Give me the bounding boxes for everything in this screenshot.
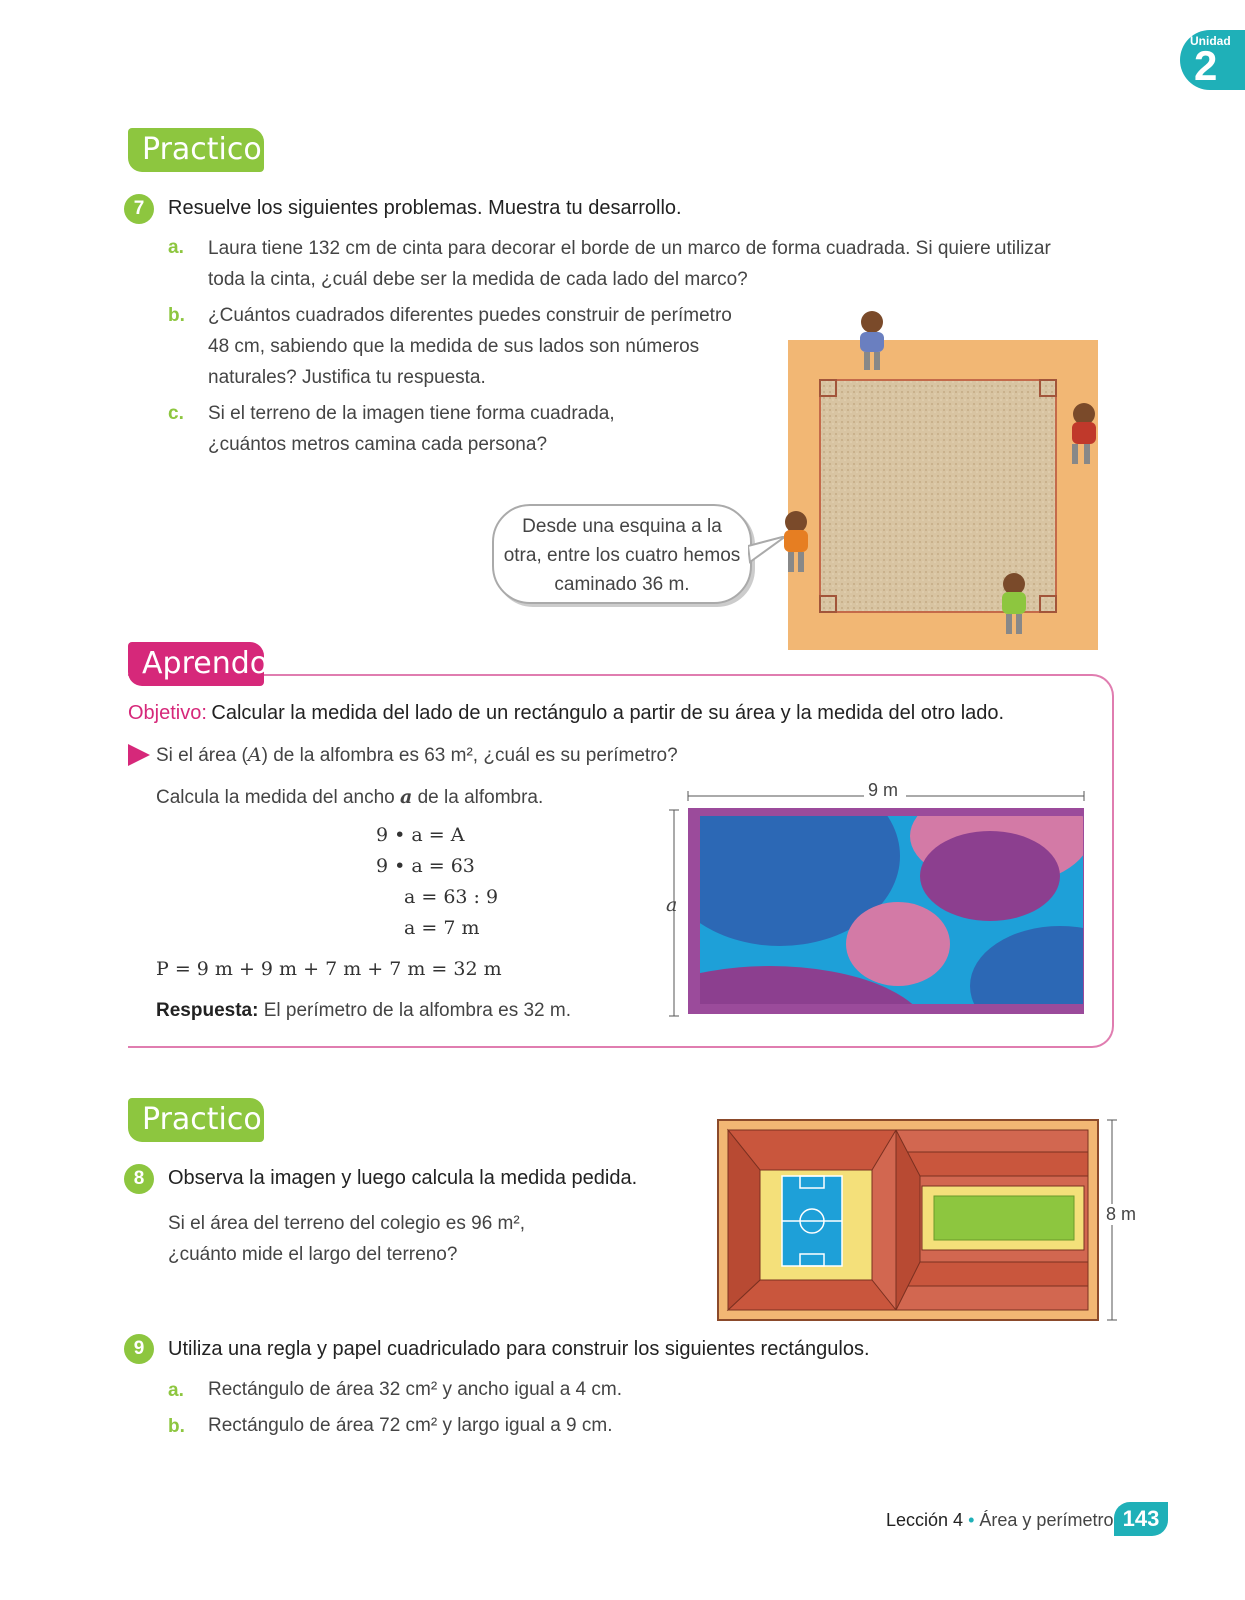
- item-c-letter: c.: [168, 403, 184, 424]
- footer-dot: •: [968, 1510, 975, 1530]
- calc-variable: a: [400, 786, 413, 808]
- item-c-line: ¿cuántos metros camina cada persona?: [208, 434, 548, 455]
- bubble-line: Desde una esquina a la: [522, 516, 722, 537]
- item-b-text: [208, 300, 732, 393]
- school-terrain-illustration: [712, 1112, 1142, 1328]
- answer-label: Respuesta:: [156, 1000, 259, 1021]
- terrain-dim: 8 m: [1106, 1204, 1137, 1224]
- bubble-line: otra, entre los cuatro hemos: [503, 545, 741, 566]
- question-8-line: Si el área del terreno del colegio es 96 m²,: [168, 1213, 525, 1234]
- aprendo-tag: Aprendo: [128, 642, 264, 686]
- unit-number: 2: [1194, 42, 1218, 89]
- carpet-dim-top: 9 m: [868, 780, 899, 800]
- item-a-line: toda la cinta, ¿cuál debe ser la medida de cada lado del marco?: [208, 269, 748, 290]
- calc-text: Calcula la medida del ancho: [156, 787, 395, 808]
- unit-badge: [1180, 30, 1245, 90]
- green-field-icon: [934, 1196, 1074, 1240]
- carpet-illustration: [660, 776, 1100, 1026]
- item-a-letter: a.: [168, 237, 184, 258]
- square-field-illustration: [780, 300, 1110, 660]
- item-9b-text: Rectángulo de área 72 cm² y largo igual a 9 cm.: [208, 1415, 613, 1436]
- item-b-line: 48 cm, sabiendo que la medida de sus lados son números: [208, 336, 700, 357]
- item-a-line: Laura tiene 132 cm de cinta para decorar el borde de un marco de forma cuadrada. Si quiere utilizar: [208, 238, 1051, 259]
- equation-3: a = 63 : 9: [404, 886, 499, 908]
- objective: [128, 702, 1108, 725]
- item-b-letter: b.: [168, 305, 185, 326]
- equation-2: 9 • a = 63: [376, 855, 475, 877]
- practico-tag: Practico: [128, 128, 264, 172]
- perimeter-equation: P = 9 m + 9 m + 7 m + 7 m = 32 m: [156, 958, 502, 980]
- unit-label: Unidad: [1190, 34, 1231, 48]
- question-text: Si el área (: [156, 745, 248, 766]
- calc-text: de la alfombra.: [417, 787, 544, 808]
- question-number-9: 9: [124, 1334, 154, 1364]
- objective-text: Calcular la medida del lado de un rectángulo a partir de su área y la medida del otro lado.: [211, 702, 1005, 724]
- calc-instruction: [156, 786, 543, 809]
- question-variable: A: [247, 744, 262, 766]
- equation-1: 9 • a = A: [376, 824, 465, 846]
- item-9a-text: Rectángulo de área 32 cm² y ancho igual a 4 cm.: [208, 1379, 623, 1400]
- question-8-line: ¿cuánto mide el largo del terreno?: [168, 1244, 458, 1265]
- play-arrow-icon: [128, 744, 150, 766]
- item-9b-letter: b.: [168, 1416, 185, 1437]
- answer: [156, 1000, 571, 1022]
- bubble-line: caminado 36 m.: [554, 574, 690, 595]
- lesson-topic: Área y perímetro: [979, 1510, 1114, 1530]
- item-c-text: [208, 398, 615, 460]
- carpet-dim-side: a: [666, 894, 678, 916]
- aprendo-question: [156, 744, 678, 767]
- question-9-title: Utiliza una regla y papel cuadriculado para construir los siguientes rectángulos.: [168, 1338, 870, 1360]
- page-number: 143: [1114, 1502, 1168, 1536]
- question-number-7: 7: [124, 194, 154, 224]
- item-b-line: naturales? Justifica tu respuesta.: [208, 367, 486, 388]
- question-8-text: [168, 1208, 525, 1270]
- question-text: ) de la alfombra es 63 m², ¿cuál es su perímetro?: [261, 745, 678, 766]
- objective-label: Objetivo:: [128, 702, 207, 724]
- item-9a-letter: a.: [168, 1380, 184, 1401]
- question-8-title: Observa la imagen y luego calcula la medida pedida.: [168, 1167, 638, 1189]
- speech-bubble: [492, 504, 752, 604]
- question-7-title: Resuelve los siguientes problemas. Muestra tu desarrollo.: [168, 197, 682, 219]
- practico-tag-2: Practico: [128, 1098, 264, 1142]
- item-c-line: Si el terreno de la imagen tiene forma cuadrada,: [208, 403, 615, 424]
- item-b-line: ¿Cuántos cuadrados diferentes puedes construir de perímetro: [208, 305, 732, 326]
- lesson-label: Lección 4: [886, 1510, 964, 1530]
- footer-lesson: [886, 1510, 1113, 1531]
- question-number-8: 8: [124, 1164, 154, 1194]
- item-a-text: [208, 233, 1051, 295]
- equation-4: a = 7 m: [404, 917, 480, 939]
- answer-text: El perímetro de la alfombra es 32 m.: [263, 1000, 572, 1021]
